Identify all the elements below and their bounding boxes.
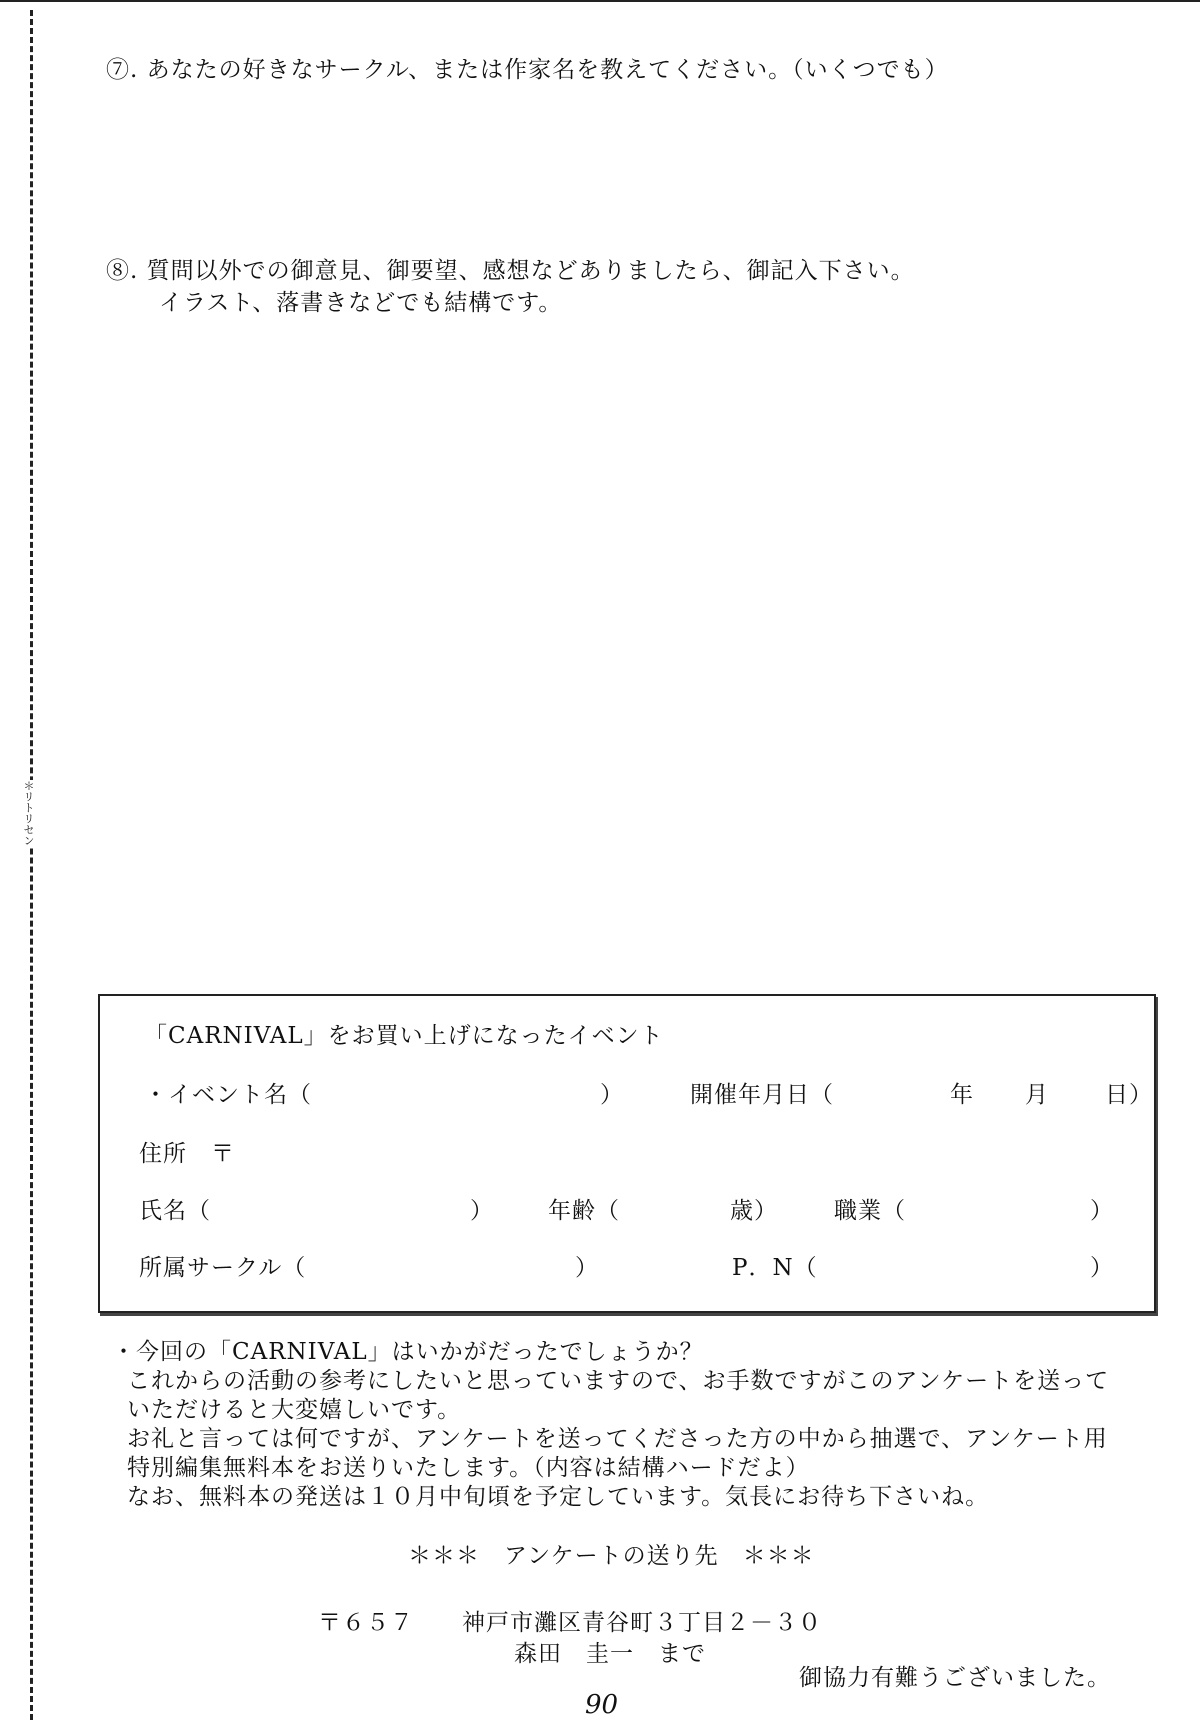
year-label: 年 xyxy=(950,1082,974,1108)
pen-name-label: P．N（ xyxy=(732,1255,818,1281)
job-label: 職業（ xyxy=(834,1198,906,1224)
message-line: ・今回の「CARNIVAL」はいかがだったでしょうか？ xyxy=(112,1339,704,1365)
message-line: なお、無料本の発送は１０月中旬頃を予定しています。気長にお待ち下さいね。 xyxy=(127,1484,990,1510)
message-line: お礼と言っては何ですが、アンケートを送ってくださった方の中から抽選で、アンケート用 xyxy=(127,1426,1108,1452)
name-label: 氏名（ xyxy=(139,1198,211,1224)
circle-label: 所属サークル（ xyxy=(139,1255,307,1281)
cut-line xyxy=(30,10,33,1720)
address-label: 住所 〒 xyxy=(139,1141,235,1167)
age-unit: 歳） xyxy=(730,1198,778,1224)
event-date-label: 開催年月日（ xyxy=(690,1082,834,1108)
top-border xyxy=(0,0,1200,2)
form-title: 「CARNIVAL」をお買い上げになったイベント xyxy=(144,1023,664,1049)
month-label: 月 xyxy=(1025,1082,1049,1108)
message-line: いただけると大変嬉しいです。 xyxy=(127,1397,462,1423)
job-close: ） xyxy=(1090,1198,1114,1224)
thanks-text: 御協力有難うございました。 xyxy=(799,1665,1111,1691)
pen-name-close: ） xyxy=(1090,1255,1114,1281)
message-line: これからの活動の参考にしたいと思っていますので、お手数ですがこのアンケートを送って xyxy=(127,1368,1110,1394)
send-to-heading: ＊＊＊ アンケートの送り先 ＊＊＊ xyxy=(408,1543,815,1569)
question-8-subtext: イラスト、落書きなどでも結構です。 xyxy=(159,290,563,316)
question-7: ⑦. あなたの好きなサークル、または作家名を教えてください。（いくつでも） xyxy=(106,57,949,83)
page-number: 90 xyxy=(585,1690,619,1720)
recipient-name: 森田 圭一 まで xyxy=(514,1641,706,1667)
event-name-label: ・イベント名（ xyxy=(144,1082,312,1108)
name-close: ） xyxy=(470,1198,494,1224)
circle-close: ） xyxy=(575,1255,599,1281)
message-line: 特別編集無料本をお送りいたします。（内容は結構ハードだよ） xyxy=(127,1455,810,1481)
age-label: 年齢（ xyxy=(548,1198,620,1224)
cut-here-label: ＊リトリセン xyxy=(22,780,42,846)
event-name-close: ） xyxy=(600,1082,624,1108)
day-label: 日） xyxy=(1105,1082,1153,1108)
question-8: ⑧. 質問以外での御意見、御要望、感想などありましたら、御記入下さい。 xyxy=(106,258,915,284)
mailing-address: 〒６５７ 神戸市灘区青谷町３丁目２－３０ xyxy=(318,1610,822,1636)
